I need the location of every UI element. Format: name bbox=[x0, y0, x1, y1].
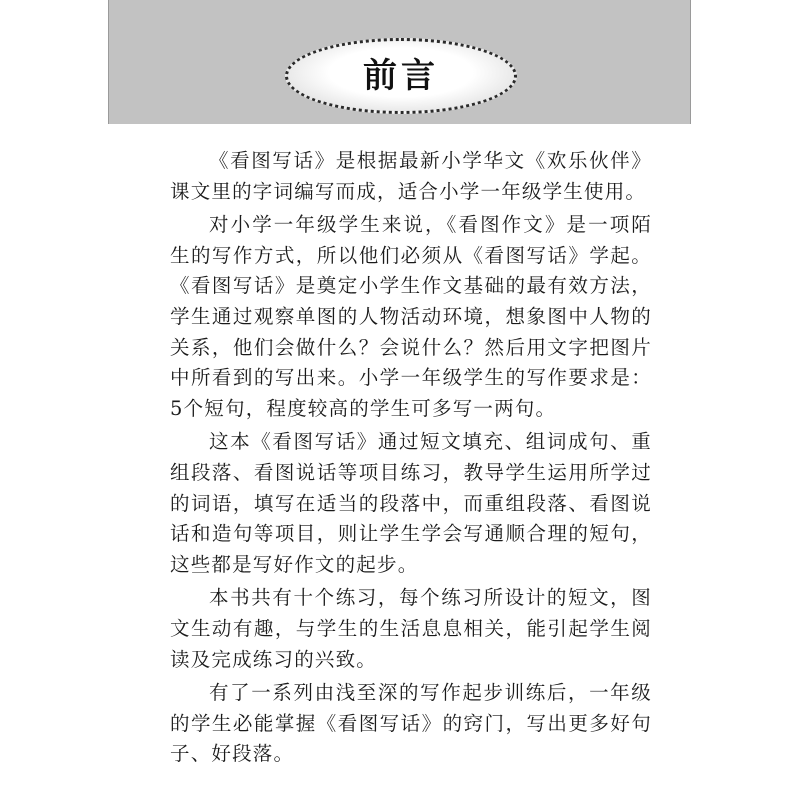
paragraph-5: 有了一系列由浅至深的写作起步训练后，一年级的学生必能掌握《看图写话》的窍门，写出更多好句子、好段落。 bbox=[170, 681, 652, 766]
page-edge-left bbox=[108, 0, 109, 124]
paragraph-2: 对小学一年级学生来说，《看图作文》是一项陌生的写作方式，所以他们必须从《看图写话》学起。《看图写话》是奠定小学生作文基础的最有效方法，学生通过观察单图的人物活动环境，想象图中人物的关系，他们会做什么？会说什么？然后用文字把图片中所看到的写出来。小学一年级学生的写作要求是：5个短句，程度较高的学生可多写一两句。 bbox=[170, 213, 652, 420]
page-edge-right bbox=[690, 0, 691, 124]
paragraph-4: 本书共有十个练习，每个练习所设计的短文，图文生动有趣，与学生的生活息息相关，能引起学生阅读及完成练习的兴致。 bbox=[170, 586, 652, 671]
preface-body bbox=[170, 146, 652, 773]
page-title: 前言 bbox=[363, 56, 439, 96]
paragraph-3: 这本《看图写话》通过短文填充、组词成句、重组段落、看图说话等项目练习，教导学生运用所学过的词语，填写在适当的段落中，而重组段落、看图说话和造句等项目，则让学生学会写通顺合理的短句，这些都是写好作文的起步。 bbox=[170, 430, 652, 576]
paragraph-1: 《看图写话》是根据最新小学华文《欢乐伙伴》课文里的字词编写而成，适合小学一年级学生使用。 bbox=[170, 149, 652, 203]
